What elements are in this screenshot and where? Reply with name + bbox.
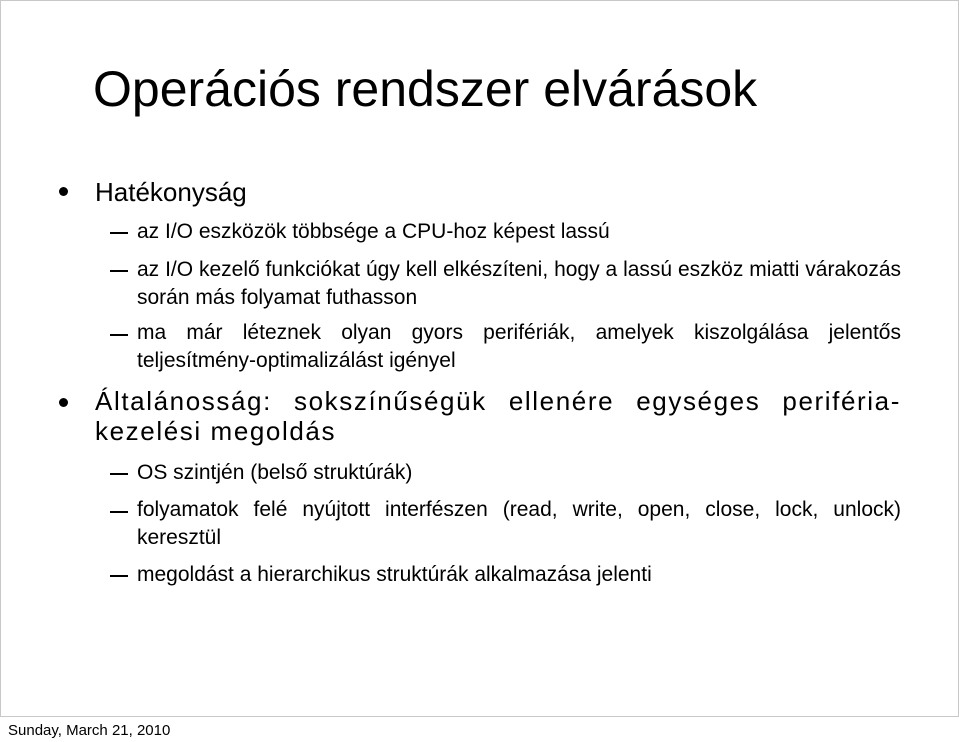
footer-date: Sunday, March 21, 2010	[8, 722, 171, 739]
dash-icon	[110, 575, 128, 577]
dash-icon	[110, 473, 128, 475]
sub-item: megoldást a hierarchikus struktúrák alkalmazása jelenti	[137, 563, 652, 586]
sub-item: folyamatok felé nyújtott interfészen (read, write, open, close, lock, unlock) keresztül	[137, 498, 901, 549]
bullet-heading-altalanossag: Általánosság: sokszínűségük ellenére egységes periféria-kezelési megoldás	[95, 386, 901, 446]
bullet-icon	[59, 187, 68, 196]
dash-icon	[110, 232, 128, 234]
sub-item: OS szintjén (belső struktúrák)	[137, 461, 413, 484]
dash-icon	[110, 334, 128, 336]
sub-item: az I/O kezelő funkciókat úgy kell elkészíteni, hogy a lassú eszköz miatti várakozás során más folyamat futhasson	[137, 258, 901, 309]
bullet-heading-hatekonysag: Hatékonyság	[95, 177, 247, 207]
dash-icon	[110, 511, 128, 513]
bullet-icon	[59, 398, 68, 407]
dash-icon	[110, 270, 128, 272]
sub-item: az I/O eszközök többsége a CPU-hoz képest lassú	[137, 220, 610, 243]
slide-title: Operációs rendszer elvárások	[93, 61, 758, 117]
sub-item: ma már léteznek olyan gyors perifériák, amelyek kiszolgálása jelentős teljesítmény-optimalizálást igényel	[137, 321, 901, 372]
